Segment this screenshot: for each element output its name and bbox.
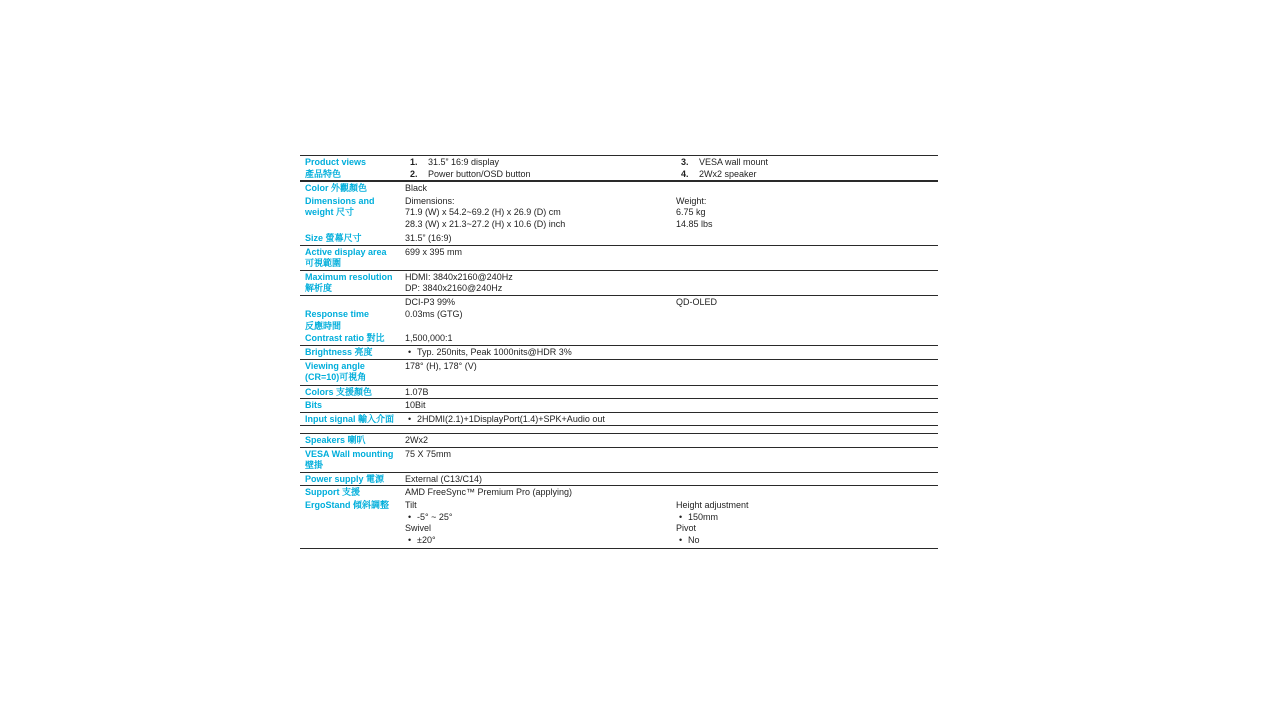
bullet-icon: • bbox=[408, 534, 412, 545]
row-label: Dimensions and weight 尺寸 bbox=[305, 195, 375, 217]
row-value: AMD FreeSync™ Premium Pro (applying) bbox=[405, 487, 573, 497]
row-value: 699 x 395 mm bbox=[405, 246, 463, 257]
bullet-icon: • bbox=[408, 511, 412, 522]
spec-row-viewing-angle bbox=[300, 360, 938, 386]
row-label: Colors 支援顏色 bbox=[305, 386, 373, 397]
spec-row-color bbox=[300, 182, 938, 195]
bullet-icon: • bbox=[679, 511, 683, 522]
row-label: Speakers 喇叭 bbox=[305, 435, 366, 445]
row-label: Size 螢幕尺寸 bbox=[305, 232, 362, 243]
spec-sheet bbox=[300, 155, 938, 549]
list-number: 4. bbox=[681, 168, 689, 179]
brightness-value: Typ. 250nits, Peak 1000nits@HDR 3% bbox=[417, 346, 572, 357]
row-value: HDMI: 3840x2160@240Hz DP: 3840x2160@240Hz bbox=[405, 271, 513, 293]
row-label: Viewing angle (CR=10)可視角 bbox=[305, 360, 367, 382]
row-value: 31.5” (16:9) bbox=[405, 232, 452, 243]
row-value bbox=[405, 156, 676, 180]
row-value: Black bbox=[405, 183, 428, 193]
spec-row-panel bbox=[300, 296, 938, 309]
bullet-icon: • bbox=[408, 413, 412, 424]
spec-row-response-time bbox=[300, 308, 938, 332]
list-item-text: 31.5” 16:9 display bbox=[428, 157, 500, 167]
input-signal-value: 2HDMI(2.1)+1DisplayPort(1.4)+SPK+Audio out bbox=[417, 413, 605, 424]
row-value-right: Weight: 6.75 kg 14.85 lbs bbox=[676, 195, 713, 229]
row-value-right bbox=[676, 156, 938, 180]
row-label: Support 支援 bbox=[305, 487, 360, 497]
list-item-text: 2Wx2 speaker bbox=[699, 168, 757, 179]
spec-row-colors bbox=[300, 386, 938, 400]
row-value: 1.07B bbox=[405, 386, 429, 397]
list-number: 1. bbox=[410, 157, 418, 167]
spec-row-support bbox=[300, 486, 938, 499]
spec-row-vesa-wall-mounting bbox=[300, 448, 938, 473]
row-value-right bbox=[676, 499, 938, 548]
row-value: 0.03ms (GTG) bbox=[405, 309, 463, 319]
spec-row-speakers bbox=[300, 434, 938, 448]
tilt-label: Tilt bbox=[405, 500, 417, 510]
spec-row-maximum-resolution bbox=[300, 271, 938, 296]
row-label: Active display area 可視範圍 bbox=[305, 246, 387, 268]
row-value: 1,500,000:1 bbox=[405, 333, 453, 343]
row-value bbox=[405, 346, 676, 359]
spec-row-input-signal bbox=[300, 413, 938, 427]
row-label: Maximum resolution 解析度 bbox=[305, 271, 393, 293]
row-label: Color 外觀顏色 bbox=[305, 183, 367, 193]
spec-row-size bbox=[300, 232, 938, 245]
row-label: Input signal 輸入介面 bbox=[305, 413, 394, 424]
list-item-text: Power button/OSD button bbox=[428, 168, 531, 179]
row-value: Dimensions: 71.9 (W) x 54.2~69.2 (H) x 26.9 (D) cm 28.3 (W) x 21.3~27.2 (H) x 10.6 (D) inch bbox=[405, 195, 566, 229]
height-adjustment-label: Height adjustment bbox=[676, 500, 749, 510]
row-label: Product views 產品特色 bbox=[305, 157, 367, 179]
row-value: DCI-P3 99% bbox=[405, 296, 456, 307]
pivot-label: Pivot bbox=[676, 523, 697, 533]
row-value-right: QD-OLED bbox=[676, 296, 718, 307]
row-value: 178° (H), 178° (V) bbox=[405, 360, 477, 371]
row-value bbox=[405, 413, 676, 426]
spec-row-ergostand bbox=[300, 499, 938, 548]
bullet-icon: • bbox=[408, 346, 412, 357]
row-value: 10Bit bbox=[405, 400, 426, 410]
spec-group-panel-response-contrast bbox=[300, 296, 938, 346]
list-number: 2. bbox=[410, 168, 418, 179]
row-value: 2Wx2 bbox=[405, 435, 429, 445]
spec-group-color-dimensions-size bbox=[300, 182, 938, 246]
row-value: 75 X 75mm bbox=[405, 448, 452, 459]
spec-row-brightness bbox=[300, 346, 938, 360]
list-number: 3. bbox=[681, 157, 689, 167]
swivel-value: ±20° bbox=[417, 534, 436, 545]
spec-row-contrast-ratio bbox=[300, 332, 938, 345]
row-label: Contrast ratio 對比 bbox=[305, 333, 385, 343]
tilt-value: -5° ~ 25° bbox=[417, 511, 453, 522]
row-label: Bits bbox=[305, 400, 323, 410]
list-item-text: VESA wall mount bbox=[699, 157, 769, 167]
row-label: Brightness 亮度 bbox=[305, 346, 373, 357]
spec-row-power-supply bbox=[300, 473, 938, 487]
spec-row-active-display-area bbox=[300, 246, 938, 271]
row-label: Response time 反應時間 bbox=[305, 309, 370, 331]
row-label: VESA Wall mounting 壁掛 bbox=[305, 448, 394, 470]
pivot-value: No bbox=[688, 534, 700, 545]
spec-row-bits bbox=[300, 399, 938, 413]
row-value: External (C13/C14) bbox=[405, 473, 483, 484]
row-label: ErgoStand 傾斜調整 bbox=[305, 500, 390, 510]
swivel-label: Swivel bbox=[405, 523, 432, 533]
bullet-icon: • bbox=[679, 534, 683, 545]
spec-row-spacer bbox=[300, 426, 938, 434]
row-value bbox=[405, 499, 676, 548]
spec-row-dimensions-weight bbox=[300, 195, 938, 232]
row-label: Power supply 電源 bbox=[305, 473, 385, 484]
height-adjustment-value: 150mm bbox=[688, 511, 719, 522]
spec-group-support-ergostand bbox=[300, 486, 938, 549]
spec-row-product-views bbox=[300, 156, 938, 182]
